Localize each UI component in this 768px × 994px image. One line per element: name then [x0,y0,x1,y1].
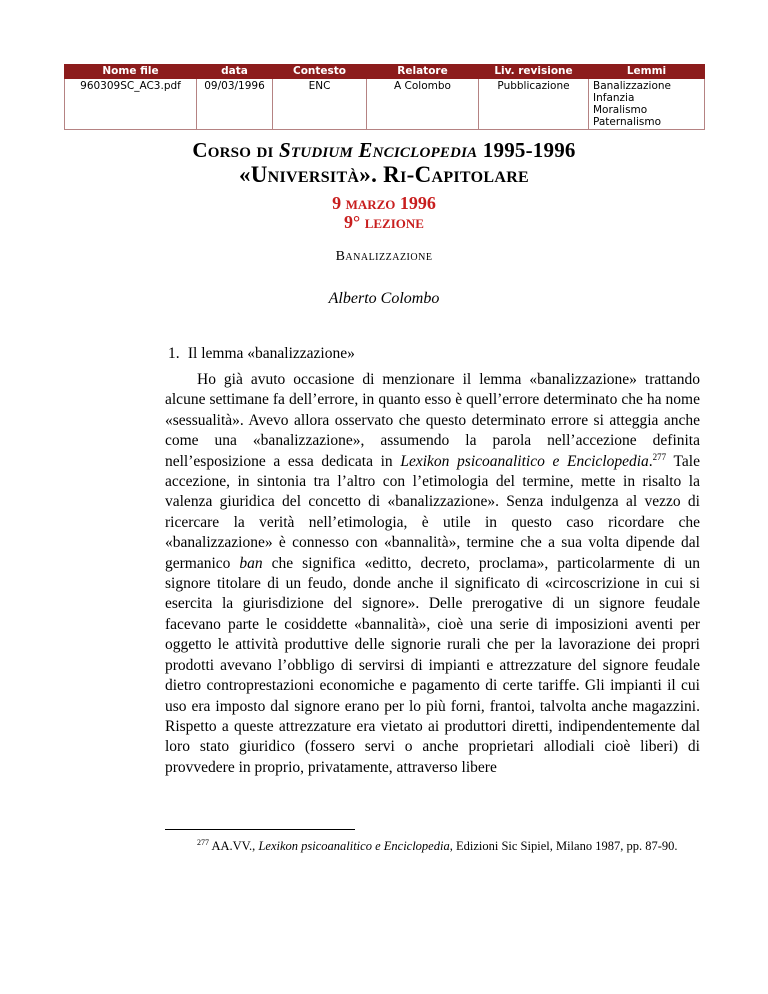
footnote-reference[interactable]: 277 [652,451,667,462]
lemma-item: Banalizzazione [593,80,671,92]
metadata-header-row [65,65,705,79]
footnote-divider [165,829,355,830]
header-liv-revisione: Liv. revisione [479,65,589,79]
header-relatore: Relatore [367,65,479,79]
section-heading [168,345,355,363]
cell-data: 09/03/1996 [197,79,273,130]
author-name: Alberto Colombo [328,290,440,307]
lemma-item: Infanzia [593,92,635,104]
paragraph-part-3: che significa «editto, decreto, proclama», particolarmente di un signore titolare di un feudo, donde anche il significato di «circoscrizione in cui si esercita la giurisdizione del signore». Delle prerogative di un signore feudale facevano parte le cosiddette «bannalità», cioè una serie di imposizioni aventi per oggetto le attività produttive delle signorie rurali che per la lavorazione dei propri prodotti avevano l’obbligo di servirsi di impianti e attrezzature del signore feudale dietro controprestazioni economiche e pagamento di certe tariffe. Gli impianti il cui uso era imposto dal signore erano per lo più forni, frantoi, talvolta anche magazzini. Rispetto a queste attrezzature era vietato ai produttori diretti, indipendentemente dal loro stato giuridico (fossero servi o anche proprietari allodiali cioè liberi) di provvedere in proprio, privatamente, attraverso libere [165,554,701,776]
cell-lemmi [589,79,705,130]
course-subtitle: «Università». Ri-Capitolare [238,162,530,187]
footnote-publisher: , Edizioni Sic Sipiel, Milano 1987, pp. 87-90. [449,839,678,853]
metadata-table [64,64,705,130]
course-title-years: 1995-1996 [482,138,576,162]
cell-liv-revisione: Pubblicazione [479,79,589,130]
metadata-value-row [65,79,705,130]
course-title [0,138,768,163]
footnote-title: Lexikon psicoanalitico e Enciclopedia [258,839,450,853]
course-title-name: Studium Enciclopedia [279,138,478,162]
paragraph-italic-title: Lexikon psicoanalitico e Enciclopedia [400,452,649,470]
footnote [165,838,700,854]
header-nome-file: Nome file [65,65,197,79]
paragraph-italic-term: ban [239,554,263,572]
section-title: Il lemma «banalizzazione» [187,345,355,362]
lesson-number: 9° lezione [344,212,424,232]
cell-nome-file: 960309SC_AC3.pdf [65,79,197,130]
paragraph-part-1: Ho già avuto occasione di menzionare il lemma «banalizzazione» trattando alcune settimane fa dell’errore, in quanto esso è quell’errore determinato che ha nome «sessualità». Avevo allora osservato che questo determinato errore si atteggia anche come una «banalizzazione», assumendo la parola nell’accezione definita nell’esposizione a essa dedicata in [165,371,700,470]
cell-contesto: ENC [273,79,367,130]
lemma-item: Paternalismo [593,116,662,128]
header-lemmi: Lemmi [589,65,705,79]
section-number: 1. [168,345,180,362]
body-paragraph: Ho già avuto occasione di menzionare il lemma «banalizzazione» trattando alcune settimane fa dell’errore, in quanto esso è quell’errore determinato che ha nome «sessualità». Avevo allora osservato che questo determinato errore si atteggia anche come una «banalizzazione», assumendo la parola nell’accezione definita nell’esposizione a essa dedicata in Lexikon psicoanalitico e Enciclopedia.$^{277}$ Tale accezione, in sintonia tra l’altro con l’etimologia del termine, mette in risalto la valenza giuridica del concetto di «banalizzazione». Senza indulgenza al vezzo di ricercare la verità nell’etimologia, è utile in questo caso ricordare che «banalizzazione» è connesso con «bannalità», termine che a sua volta dipende dal germanico ban che significa «editto, decreto, proclama», particolarmente di un signore titolare di un feudo, donde anche il significato di «circoscrizione in cui si esercita la giurisdizione del signore». Delle prerogative di un signore feudale facevano parte le cosiddette «bannalità», cioè una serie di imposizioni aventi per oggetto le attività produttive delle signorie rurali che per la lavorazione dei propri prodotti avevano l’obbligo di servirsi di impianti e attrezzature del signore feudale dietro controprestazioni economiche e pagamento di certe tariffe. Gli impianti il cui uso era imposto dal signore erano per lo più forni, frantoi, talvolta anche magazzini. Rispetto a queste attrezzature era vietato ai produttori diretti, indipendentemente dal loro stato giuridico (fossero servi o anche proprietari allodiali cioè liberi) di provvedere in proprio, privatamente, attraverso libere [165,371,701,776]
course-title-prefix: Corso di [192,138,274,162]
footnote-authors: AA.VV., [211,839,256,853]
footnote-number: 277 [197,838,209,847]
header-contesto: Contesto [273,65,367,79]
cell-relatore: A Colombo [367,79,479,130]
paragraph-part-2: Tale accezione, in sintonia tra l’altro con l’etimologia del termine, mette in risalto la valenza giuridica del concetto di «banalizzazione». Senza indulgenza al vezzo di ricercare la verità nell’etimologia, è utile in questo caso ricordare che «banalizzazione» è connesso con «bannalità», termine che a sua volta dipende dal germanico [165,452,700,572]
lesson-topic: Banalizzazione [335,249,433,264]
lemma-item: Moralismo [593,104,648,116]
header-data: data [197,65,273,79]
lesson-date: 9 marzo 1996 [332,193,436,213]
